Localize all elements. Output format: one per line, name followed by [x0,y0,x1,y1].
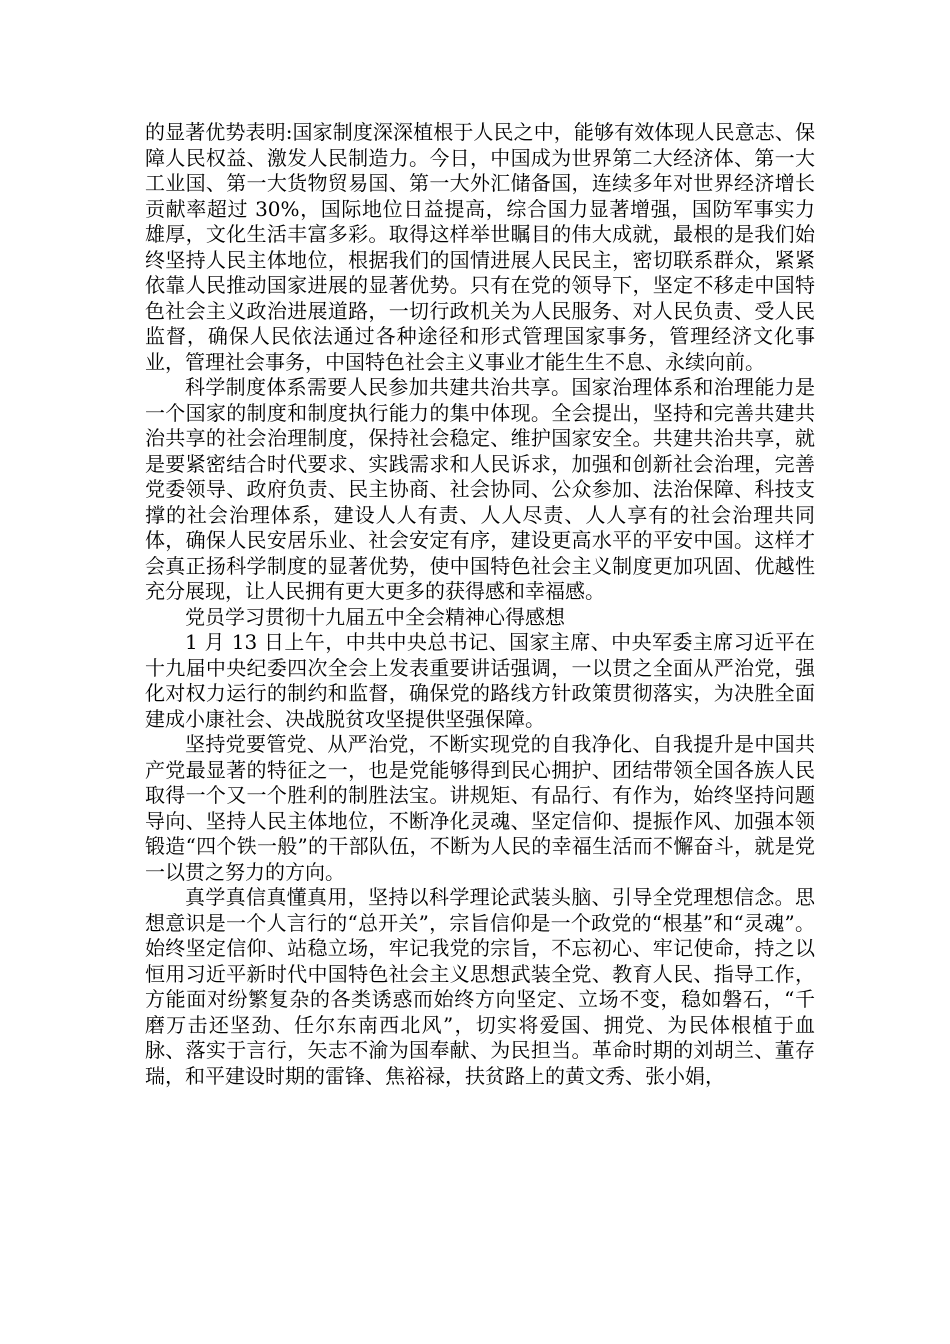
paragraph-1: 的显著优势表明:国家制度深深植根于人民之中，能够有效体现人民意志、保障人民权益、激发人民制造力。今日，中国成为世界第二大经济体、第一大工业国、第一大货物贸易国、第一大外汇储备国，连续多年对世界经济增长贡献率超过 30%，国际地位日益提高，综合国力显著增强，国防军事实力雄厚，文化生活丰富多彩。取得这样举世瞩目的伟大成就，最根的是我们始终坚持人民主体地位，根据我们的国情进展人民民主，密切联系群众，紧紧依靠人民推动国家进展的显著优势。只有在党的领导下，坚定不移走中国特色社会主义政治进展道路，一切行政机关为人民服务、对人民负责、受人民监督，确保人民依法通过各种途径和形式管理国家事务，管理经济文化事业，管理社会事务，中国特色社会主义事业才能生生不息、永续向前。 [145,120,815,374]
paragraph-5: 真学真信真懂真用，坚持以科学理论武装头脑、引导全党理想信念。思想意识是一个人言行的“总开关”，宗旨信仰是一个政党的“根基”和“灵魂”。始终坚定信仰、站稳立场，牢记我党的宗旨，不忘初心、牢记使命，持之以恒用习近平新时代中国特色社会主义思想武装全党、教育人民、指导工作，方能面对纷繁复杂的各类诱惑而始终方向坚定、立场不变，稳如磐石，“千磨万击还坚劲、任尔东南西北风”，切实将爱国、拥党、为民体根植于血脉、落实于言行，矢志不渝为国奉献、为民担当。革命时期的刘胡兰、董存瑞，和平建设时期的雷锋、焦裕禄，扶贫路上的黄文秀、张小娟， [145,885,815,1088]
paragraph-2: 科学制度体系需要人民参加共建共治共享。国家治理体系和治理能力是一个国家的制度和制度执行能力的集中体现。全会提出，坚持和完善共建共治共享的社会治理制度，保持社会稳定、维护国家安全。共建共治共享，就是要紧密结合时代要求、实践需求和人民诉求，加强和创新社会治理，完善党委领导、政府负责、民主协商、社会协同、公众参加、法治保障、科技支撑的社会治理体系，建设人人有责、人人尽责、人人享有的社会治理共同体，确保人民安居乐业、社会安定有序，建设更高水平的平安中国。这样才会真正扬科学制度的显著优势，使中国特色社会主义制度更加巩固、优越性充分展现，让人民拥有更大更多的获得感和幸福感。 [145,375,815,603]
paragraph-4: 坚持党要管党、从严治党，不断实现党的自我净化、自我提升是中国共产党最显著的特征之一，也是党能够得到民心拥护、团结带领全国各族人民取得一个又一个胜利的制胜法宝。讲规矩、有品行、有作为，始终坚持问题导向、坚持人民主体地位，不断净化灵魂、坚定信仰、提振作风、加强本领锻造“四个铁一般”的干部队伍，不断为人民的幸福生活而不懈奋斗，就是党一以贯之努力的方向。 [145,732,815,884]
paragraph-3: 1 月 13 日上午，中共中央总书记、国家主席、中央军委主席习近平在十九届中央纪委四次全会上发表重要讲话强调，一以贯之全面从严治党，强化对权力运行的制约和监督，确保党的路线方针政策贯彻落实，为决胜全面建成小康社会、决战脱贫攻坚提供坚强保障。 [145,630,815,731]
document-body [145,120,815,1089]
section-title: 党员学习贯彻十九届五中全会精神心得感想 [185,604,565,629]
